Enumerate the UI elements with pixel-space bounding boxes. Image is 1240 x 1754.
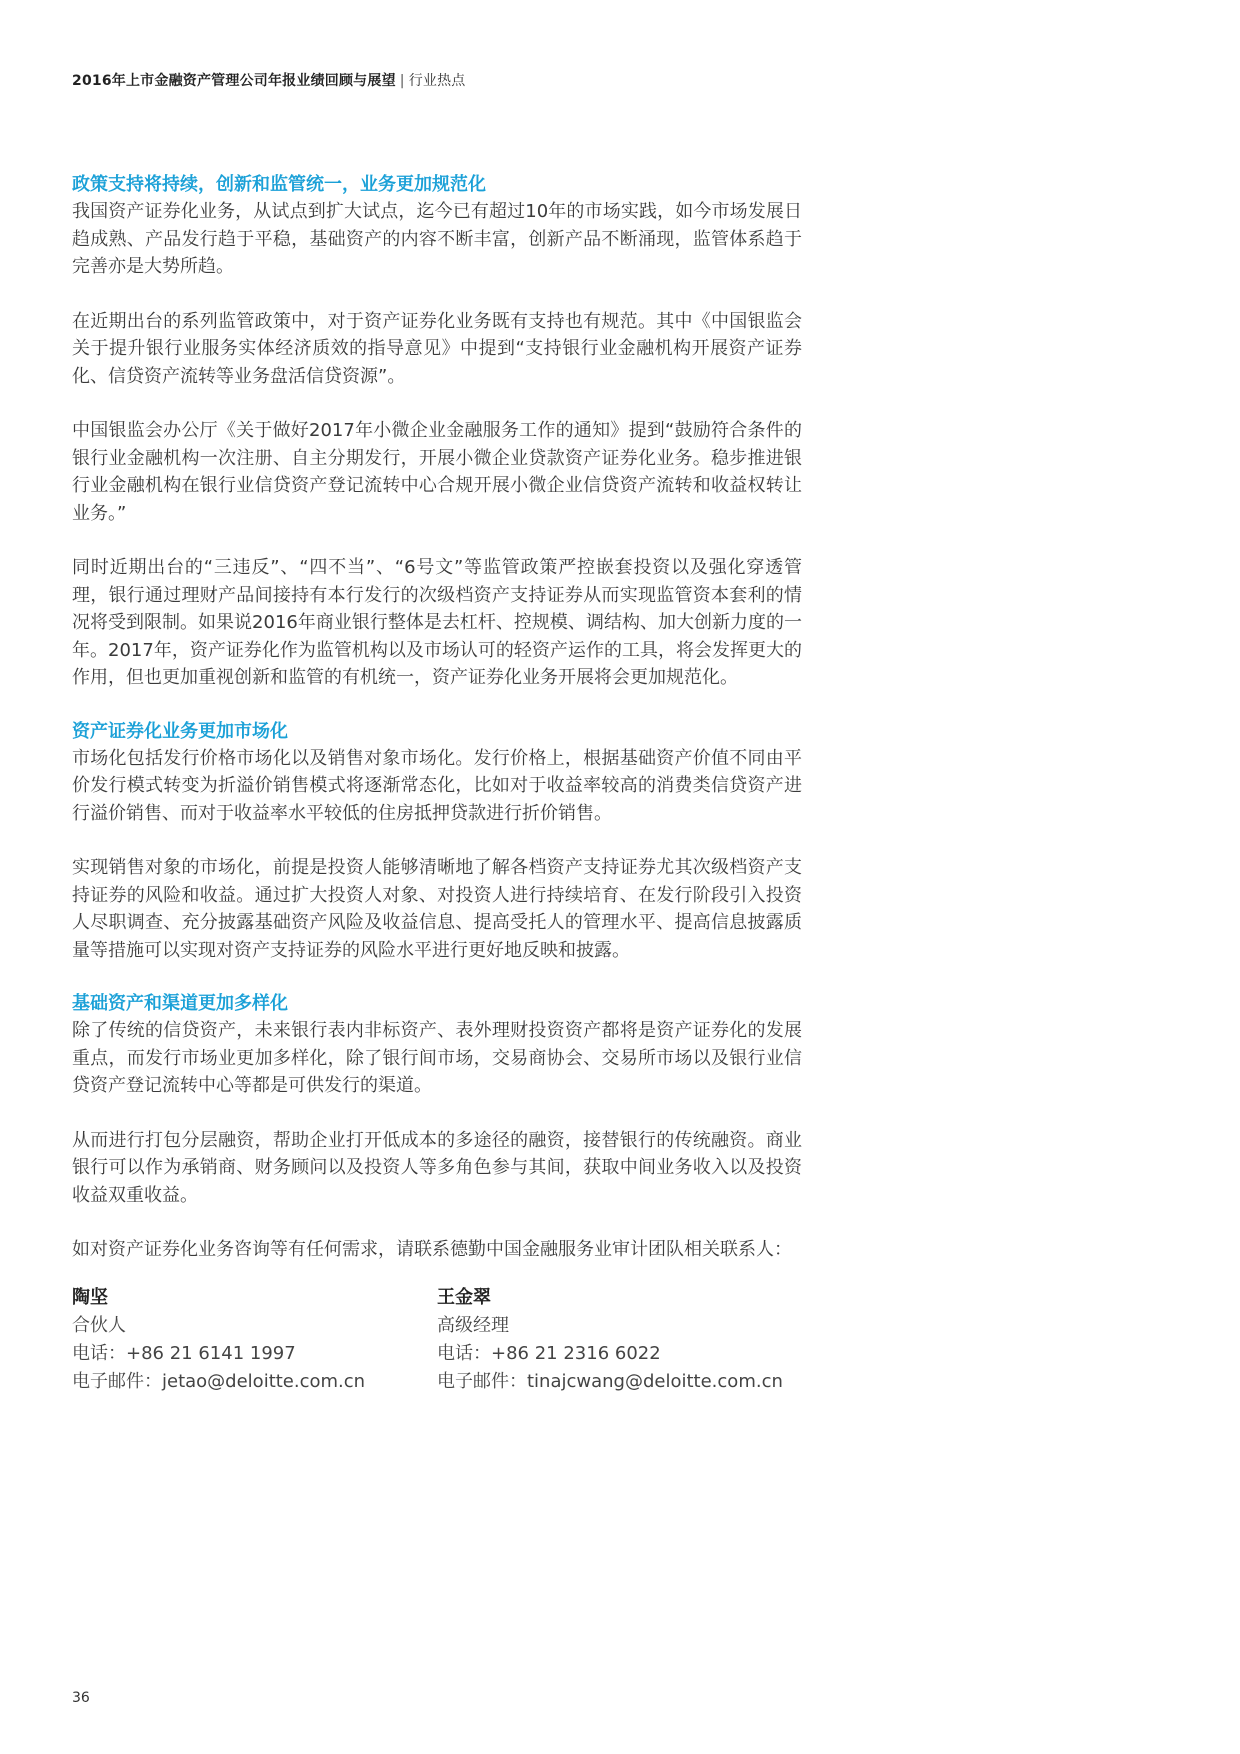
contact-name: 陶坚 [72,1286,108,1308]
header-section: 行业热点 [408,73,466,89]
section-heading: 基础资产和渠道更加多样化 [72,993,288,1014]
paragraph: 除了传统的信贷资产，未来银行表内非标资产、表外理财投资资产都将是资产证券化的发展重点，而发行市场业更加多样化，除了银行间市场，交易商协会、交易所市场以及银行业信贷资产登记流转中心等都是可供发行的渠道。 [72,1020,802,1096]
article-body [72,172,802,1396]
paragraph: 市场化包括发行价格市场化以及销售对象市场化。发行价格上，根据基础资产价值不同由平价发行模式转变为折溢价销售模式将逐渐常态化，比如对于收益率较高的消费类信贷资产进行溢价销售、而对于收益率水平较低的住房抵押贷款进行折价销售。 [72,747,802,824]
page-header [72,70,466,90]
section-policy [72,172,802,692]
contacts [72,1284,802,1396]
contact-phone: 电话：+86 21 2316 6022 [437,1342,661,1364]
paragraph: 我国资产证券化业务，从试点到扩大试点，迄今已有超过10年的市场实践，如今市场发展日趋成熟、产品发行趋于平稳，基础资产的内容不断丰富，创新产品不断涌现，监管体系趋于完善亦是大势所趋。 [72,201,802,277]
header-title: 2016年上市金融资产管理公司年报业绩回顾与展望 [72,73,396,89]
contact-phone: 电话：+86 21 6141 1997 [72,1342,296,1364]
paragraph: 实现销售对象的市场化，前提是投资人能够清晰地了解各档资产支持证券尤其次级档资产支持证券的风险和收益。通过扩大投资人对象、对投资人进行持续培育、在发行阶段引入投资人尽职调查、充分披露基础资产风险及收益信息、提高受托人的管理水平、提高信息披露质量等措施可以实现对资产支持证券的风险水平进行更好地反映和披露。 [72,857,802,961]
paragraph: 同时近期出台的“三违反”、“四不当”、“6号文”等监管政策严控嵌套投资以及强化穿透管理，银行通过理财产品间接持有本行发行的次级档资产支持证券从而实现监管资本套利的情况将受到限制。如果说2016年商业银行整体是去杠杆、控规模、调结构、加大创新力度的一年。2017年，资产证券化作为监管机构以及市场认可的轻资产运作的工具，将会发挥更大的作用，但也更加重视创新和监管的有机统一，资产证券化业务开展将会更加规范化。 [72,557,802,688]
contact-email[interactable]: 电子邮件：jetao@deloitte.com.cn [72,1370,366,1392]
section-marketization [72,719,802,965]
section-heading: 资产证券化业务更加市场化 [72,720,288,742]
contact-card [437,1284,802,1396]
section-heading: 政策支持将持续，创新和监管统一，业务更加规范化 [72,174,486,195]
page-number: 36 [72,1690,90,1706]
paragraph: 从而进行打包分层融资，帮助企业打开低成本的多途径的融资，接替银行的传统融资。商业银行可以作为承销商、财务顾问以及投资人等多角色参与其间，获取中间业务收入以及投资收益双重收益。 [72,1129,802,1206]
contact-intro: 如对资产证券化业务咨询等有任何需求，请联系德勤中国金融服务业审计团队相关联系人： [72,1239,792,1260]
paragraph: 在近期出台的系列监管政策中，对于资产证券化业务既有支持也有规范。其中《中国银监会关于提升银行业服务实体经济质效的指导意见》中提到“支持银行业金融机构开展资产证券化、信贷资产流转等业务盘活信贷资源”。 [72,310,802,387]
contact-email[interactable]: 电子邮件：tinajcwang@deloitte.com.cn [437,1370,783,1392]
contact-name: 王金翠 [437,1286,491,1308]
paragraph: 中国银监会办公厅《关于做好2017年小微企业金融服务工作的通知》提到“鼓励符合条件的银行业金融机构一次注册、自主分期发行，开展小微企业贷款资产证券化业务。稳步推进银行业金融机构在银行业信贷资产登记流转中心合规开展小微企业信贷资产流转和收益权转让业务。” [72,420,802,524]
contact-card [72,1284,437,1396]
section-diversification [72,991,802,1209]
header-separator: | [399,73,405,89]
contact-title: 高级经理 [437,1314,509,1336]
contact-title: 合伙人 [72,1314,126,1336]
